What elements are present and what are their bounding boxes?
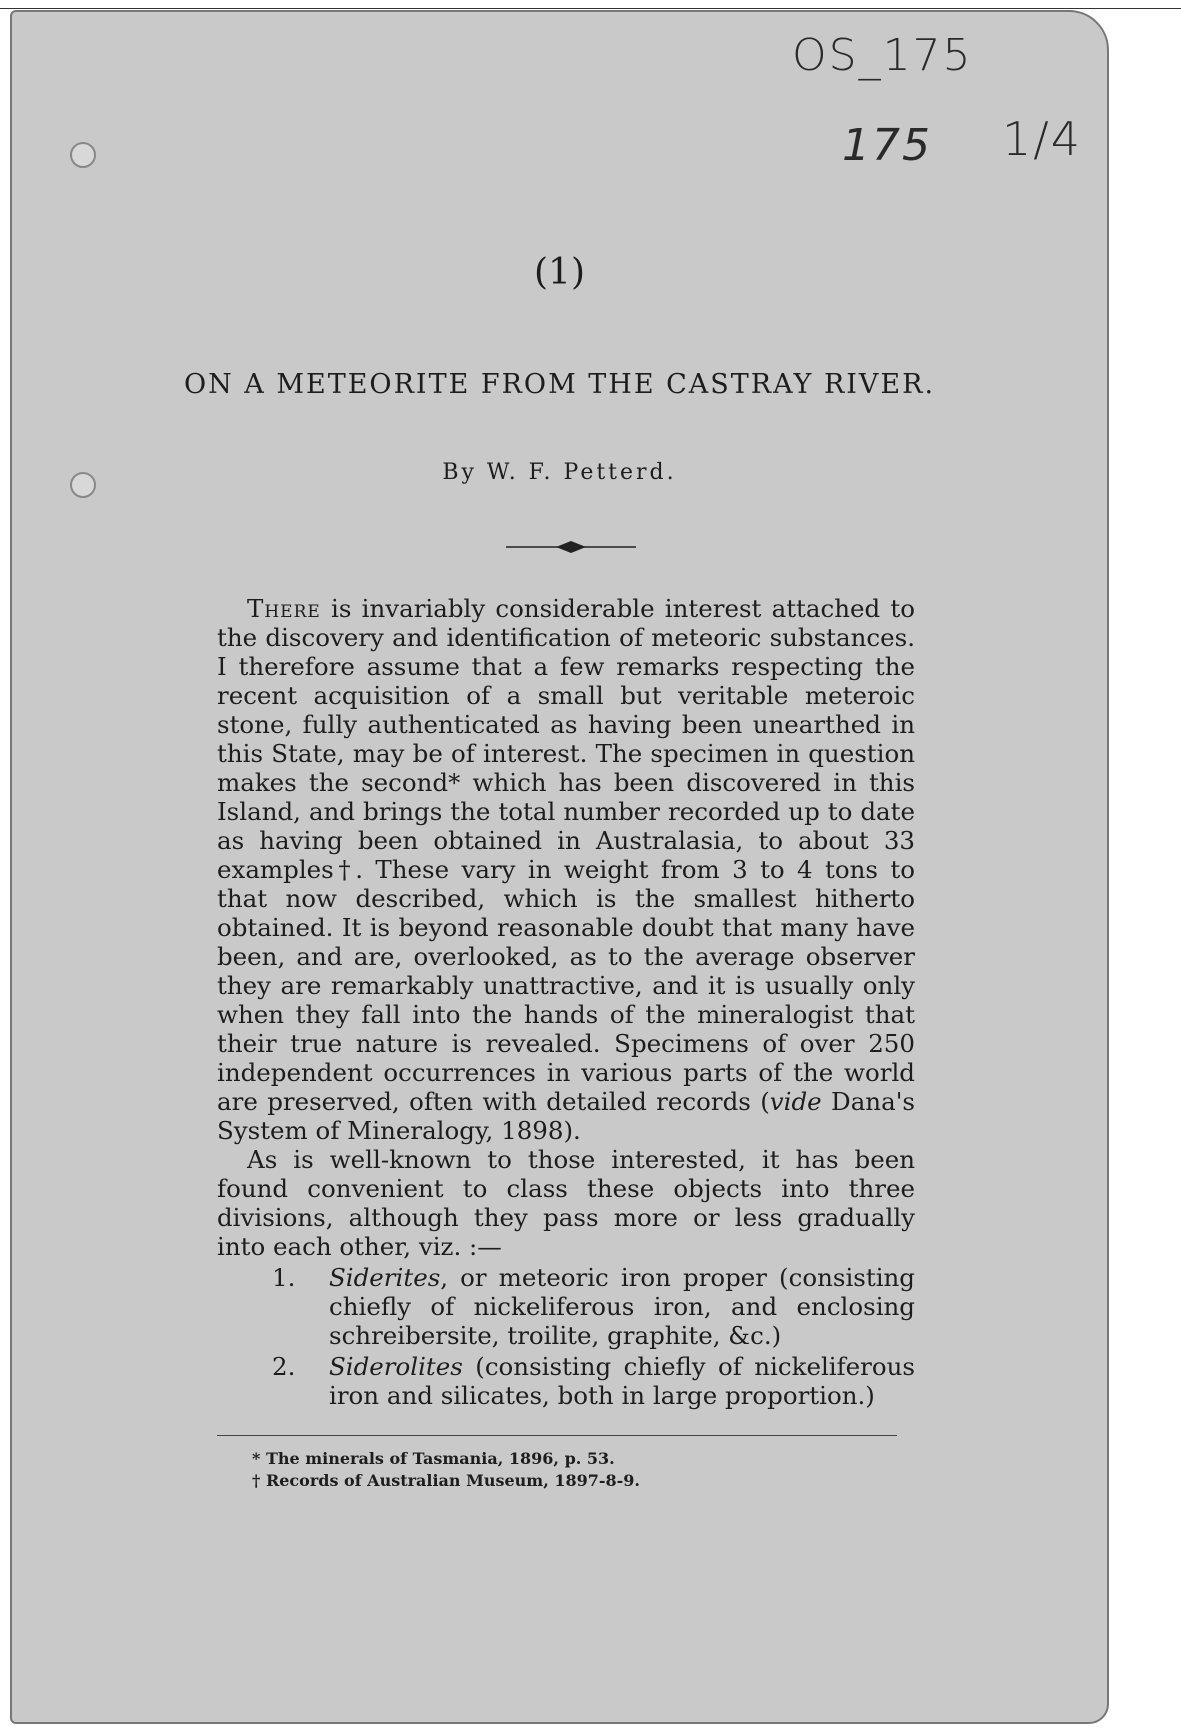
ornament-divider <box>506 539 636 555</box>
article-body <box>217 594 915 1410</box>
article-title: ON A METEORITE FROM THE CASTRAY RIVER. <box>183 369 936 400</box>
division-text: , or meteoric iron proper (consisting chiefly of nickeliferous iron, and enclosing schreibersite, troilite, graphite, &c.) <box>329 1263 915 1350</box>
division-term: Siderites <box>329 1263 441 1292</box>
handwritten-catalog-number: OS_175 <box>792 30 973 81</box>
list-item <box>217 1263 915 1350</box>
division-term: Siderolites <box>329 1352 463 1381</box>
binding-hole <box>70 142 96 168</box>
paragraph-tail: Dana's System of Mineralogy, 1898). <box>217 1087 916 1145</box>
divisions-list <box>217 1263 915 1410</box>
footnote-rule <box>217 1435 897 1436</box>
paragraph-intro <box>217 594 915 1145</box>
footnote: † Records of Australian Museum, 1897-8-9. <box>252 1471 640 1490</box>
paragraph-text: is invariably considerable interest attached to the discovery and identification of meteoric substances. I therefore assume that a few remarks respecting the recent acquisition of a small but veritable meteroic stone, fully authenticated as having been unearthed in this State, may be of interest. The specimen in question makes the second* which has been discovered in this Island, and brings the total number recorded up to date as having been obtained in Australasia, to about 33 examples†. These vary in weight from 3 to 4 tons to that now described, which is the smallest hitherto obtained. It is beyond reasonable doubt that many have been, and are, overlooked, as to the average observer they are remarkably unattractive, and it is usually only when they fall into the hands of the mineralogist that their true nature is revealed. Specimens of over 250 independent occurrences in various parts of the world are preserved, often with detailed records ( <box>217 594 915 1116</box>
list-number: 2. <box>272 1352 296 1381</box>
list-item <box>217 1352 915 1410</box>
author-byline: By W. F. Petterd. <box>442 460 677 485</box>
list-number: 1. <box>272 1263 296 1292</box>
handwritten-fraction: 1/4 <box>1002 112 1083 166</box>
division-text: (consisting chiefly of nickeliferous iron and silicates, both in large proportion.) <box>329 1352 915 1410</box>
lead-word: There <box>247 594 321 623</box>
vide-italic: vide <box>769 1087 822 1116</box>
handwritten-number: 175 <box>842 120 932 171</box>
scan-edge-line <box>0 8 1181 9</box>
paragraph-divisions: As is well-known to those interested, it has been found convenient to class these objects into three divisions, although they pass more or less gradually into each other, viz. :— <box>217 1145 915 1261</box>
page-number: (1) <box>534 252 585 293</box>
footnotes <box>252 1448 852 1492</box>
document-page <box>10 10 1109 1724</box>
footnote: * The minerals of Tasmania, 1896, p. 53. <box>252 1449 615 1468</box>
